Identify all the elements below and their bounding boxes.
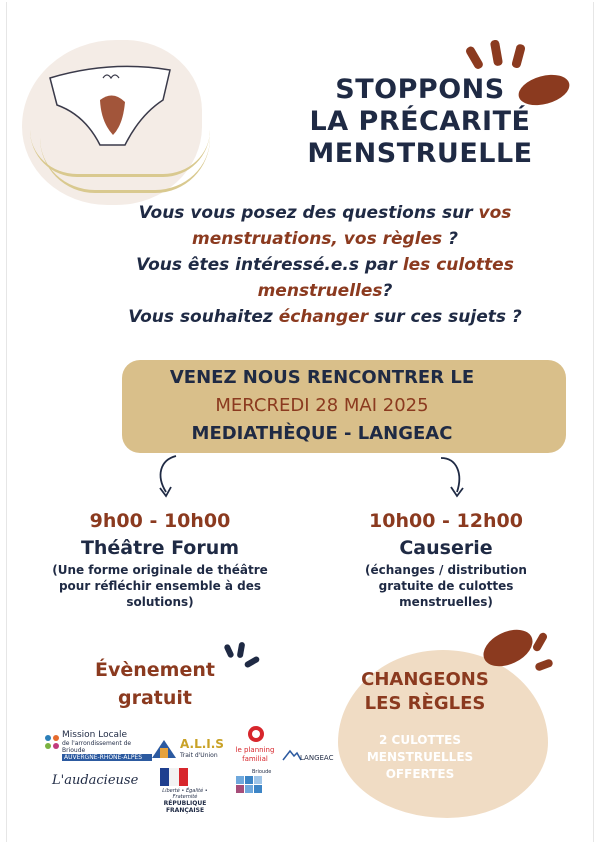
question-text: Vous vous posez des questions sur [138, 203, 479, 223]
logo-text: Mission Locale [62, 730, 128, 740]
question-text: Vous souhaitez [128, 307, 279, 327]
session-time: 9h00 - 10h00 [89, 510, 231, 532]
question-text: ? [382, 281, 393, 301]
marianne-logo-icon [160, 768, 188, 786]
question-text: ? [442, 229, 458, 249]
title-line: STOPPONS [335, 74, 505, 105]
curved-arrow-icon [435, 452, 475, 502]
langeac-logo: LANGEAC [300, 754, 334, 762]
question-highlight: vos menstruations, vos règles [192, 203, 512, 249]
curved-arrow-icon [150, 452, 190, 502]
questions-block [90, 200, 560, 330]
session-title: Théâtre Forum [80, 537, 240, 559]
logo-text: A.L.I.S [180, 737, 224, 751]
session-time: 10h00 - 12h00 [369, 510, 523, 532]
logo-text: Liberté • Égalité • Fraternité [162, 788, 208, 800]
audacieuse-logo: L'audacieuse [52, 773, 139, 788]
period-underwear-icon [45, 60, 175, 150]
logo-text: AUVERGNE-RHÔNE-ALPES [62, 754, 152, 761]
session-theatre [40, 508, 280, 610]
langeac-logo-icon [282, 748, 302, 762]
flyer-title [290, 74, 550, 170]
logo-text: familial [242, 755, 268, 763]
event-date: MERCREDI 28 MAI 2025 [215, 395, 429, 416]
question-highlight: échanger [278, 307, 369, 327]
promo-line: CHANGEONS [361, 669, 489, 690]
session-description: (Une forme originale de théâtre pour réfléchir ensemble à des solutions) [52, 563, 268, 609]
session-title: Causerie [399, 537, 493, 559]
event-place: MEDIATHÈQUE - LANGEAC [191, 423, 453, 444]
event-line: gratuit [118, 687, 192, 709]
promo-line: LES RÈGLES [364, 693, 486, 714]
title-line: MENSTRUELLE [307, 138, 533, 169]
offer-line: OFFERTES [385, 767, 455, 781]
republique-francaise-logo [150, 788, 220, 814]
question-text: Vous êtes intéressé.e.s par [136, 255, 403, 275]
logo-text: le planning [235, 746, 275, 754]
session-description: (échanges / distribution gratuite de culottes menstruelles) [365, 563, 527, 609]
question-highlight: les culottes menstruelles [257, 255, 514, 301]
promo-offer [345, 732, 495, 783]
question-text: sur ces sujets ? [368, 307, 522, 327]
planning-familial-logo-icon [246, 724, 266, 744]
mission-locale-logo [62, 731, 152, 761]
title-line: LA PRÉCARITÉ [309, 106, 531, 137]
logo-text: de l'arrondissement de Brioude [62, 740, 132, 754]
promo-heading [350, 668, 500, 716]
planning-familial-logo [232, 746, 278, 764]
free-event-label [80, 656, 230, 712]
offer-line: MENSTRUELLES [366, 750, 474, 764]
question-2 [90, 252, 560, 304]
offer-line: 2 CULOTTES [379, 733, 461, 747]
logo-text: RÉPUBLIQUE FRANÇAISE [163, 800, 207, 814]
session-causerie [326, 508, 566, 610]
alis-logo-icon [150, 736, 178, 760]
mission-locale-logo-icon [42, 732, 62, 752]
logo-text: Trait d'Union [180, 752, 218, 759]
event-line: Évènement [95, 659, 215, 681]
meeting-banner-text [122, 364, 522, 448]
question-1 [90, 200, 560, 252]
question-3 [90, 304, 560, 330]
decorative-rays-icon [222, 640, 262, 674]
alis-logo [180, 738, 224, 760]
banner-heading: VENEZ NOUS RENCONTRER LE [169, 367, 475, 388]
communaute-communes-logo: Brioude [252, 769, 272, 775]
